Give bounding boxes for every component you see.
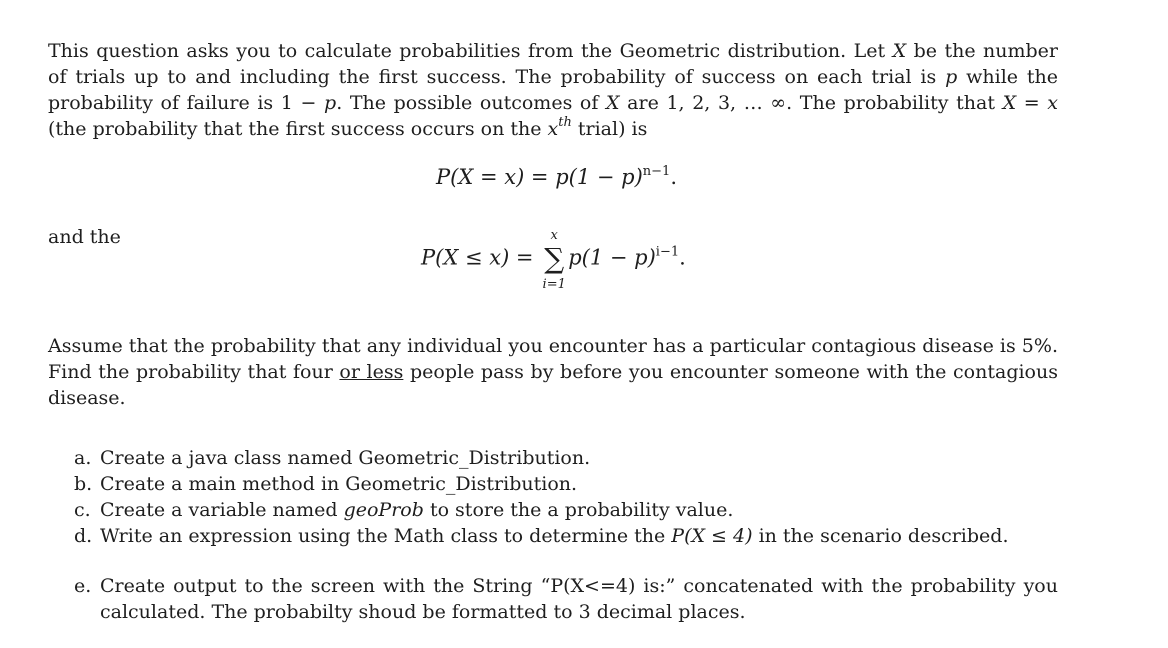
task-label: c. — [74, 499, 91, 521]
scenario-text-1: Assume that the probability that any individual you encounter has a particular contagious disease is 5%. Find the probability that four — [48, 335, 1058, 383]
variable-p: p — [945, 66, 958, 88]
cdf-equation — [421, 228, 686, 292]
intro-text-4: . The possible outcomes of — [336, 92, 607, 114]
variable-X: X — [892, 40, 907, 62]
task-item-e — [74, 573, 1058, 625]
intro-text-1: This question asks you to calculate probabilities from the Geometric distribution. Let — [48, 40, 893, 62]
pmf-exponent: n−1 — [642, 164, 671, 179]
scenario-paragraph — [48, 333, 1058, 411]
scenario-text-2: people pass by before you encounter someone with the contagious disease. — [48, 361, 1058, 409]
variable-geoProb: geoProb — [343, 499, 424, 521]
cdf-exponent: i−1 — [655, 244, 680, 260]
task-list — [74, 445, 1058, 549]
cdf-rhs: p(1 − p) — [568, 245, 656, 270]
task-text: in the scenario described. — [752, 525, 1009, 547]
intro-text-2: be the number of trials up to and including the first success. The probability of success on each trial is — [48, 40, 1058, 88]
task-label: b. — [74, 473, 93, 495]
task-item-a — [74, 445, 1058, 471]
intro-text-5: are 1, 2, 3, … ∞. The probability that — [619, 92, 1003, 114]
cdf-period: . — [679, 245, 686, 270]
intro-text-7: (the probability that the first success occurs on the — [48, 118, 548, 140]
pmf-period: . — [670, 165, 678, 189]
task-text: Create output to the screen with the String “P(X<=4) is:” concatenated with the probability you calculated. The probabilty shoud be formatted to 3 decimal places. — [100, 575, 1058, 623]
pmf-equation — [436, 165, 677, 189]
variable-x: x — [547, 118, 559, 140]
sum-lower-limit: i=1 — [542, 277, 566, 292]
task-text: Create a variable named — [100, 499, 344, 521]
sigma-glyph: ∑ — [544, 242, 565, 275]
variable-X: X — [1002, 92, 1017, 114]
math-expression: P(X ≤ 4) — [671, 525, 753, 547]
cdf-lhs: P(X ≤ x) = — [421, 245, 541, 270]
task-text: Create a java class named Geometric_Distribution. — [100, 447, 591, 469]
task-item-d — [74, 523, 1058, 549]
sum-upper-limit: x — [550, 228, 558, 243]
variable-p: p — [324, 92, 337, 114]
task-item-b — [74, 471, 1058, 497]
task-text: to store the a probability value. — [423, 499, 734, 521]
intro-text-6: = — [1016, 92, 1048, 114]
summation-symbol — [542, 228, 566, 292]
underlined-or-less: or less — [339, 361, 404, 383]
task-label: e. — [74, 575, 92, 597]
superscript-th: th — [558, 115, 572, 130]
task-text: Create a main method in Geometric_Distribution. — [100, 473, 578, 495]
task-label: a. — [74, 447, 92, 469]
task-item-c — [74, 497, 1058, 523]
task-list-continued — [74, 573, 1058, 625]
task-text: Write an expression using the Math class to determine the — [100, 525, 672, 547]
and-the-text: and the — [48, 226, 121, 248]
variable-X: X — [606, 92, 620, 114]
task-label: d. — [74, 525, 93, 547]
intro-text-3: while the probability of failure is 1 − — [48, 66, 1058, 114]
pmf-expression: P(X = x) = p(1 − p) — [436, 165, 643, 189]
intro-paragraph — [48, 38, 1058, 142]
variable-x: x — [1047, 92, 1058, 114]
intro-text-8: trial) is — [571, 118, 648, 140]
